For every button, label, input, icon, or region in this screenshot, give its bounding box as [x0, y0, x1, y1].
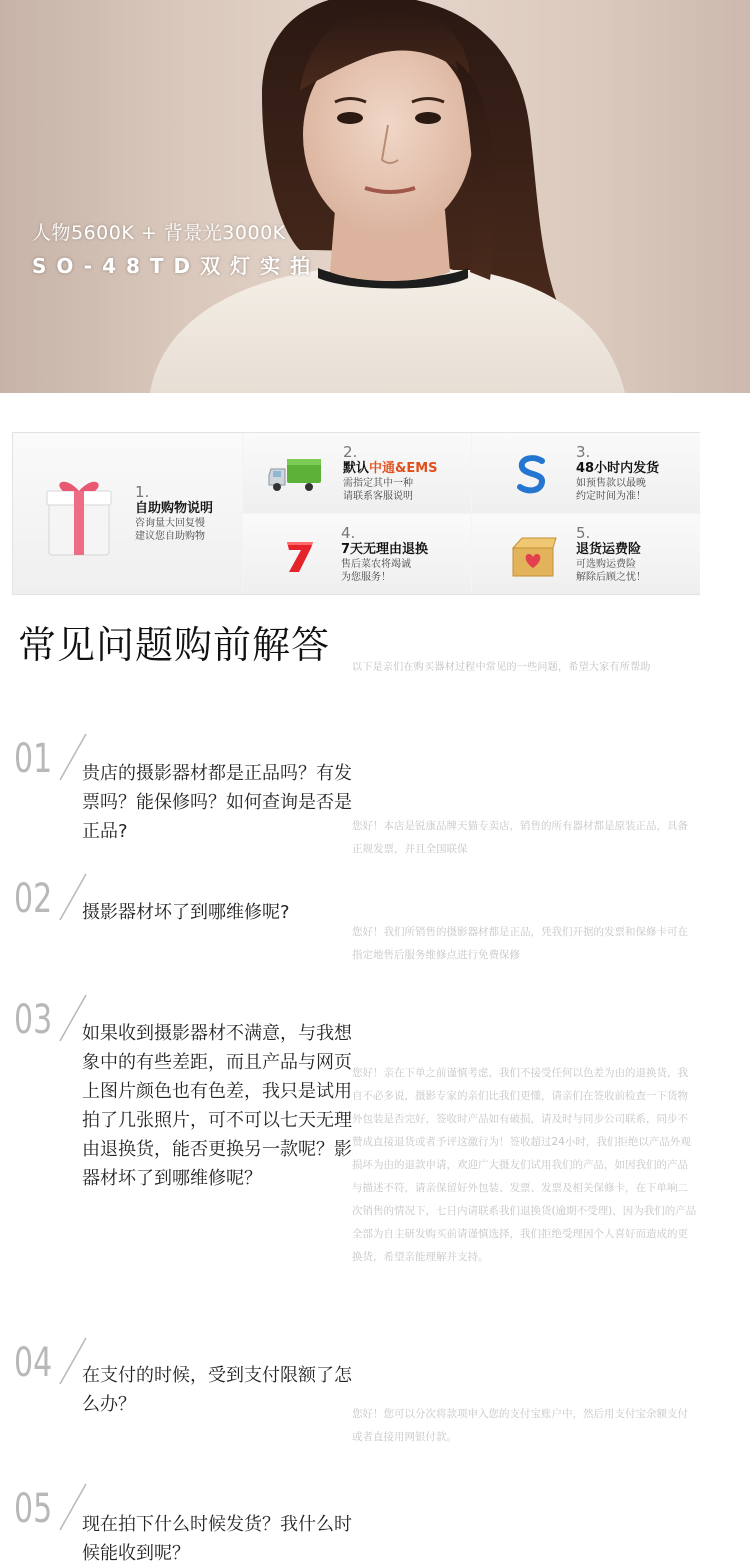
heart-box-icon: [510, 534, 556, 578]
service-title: 自助购物说明: [135, 501, 214, 516]
service-num: 4.: [341, 524, 356, 542]
service-item-7day-return: [243, 514, 471, 594]
faq-question: 如果收到摄影器材不满意，与我想象中的有些差距，而且产品与网页上图片颜色也有色差，我只是试用拍了几张照片，可不可以七天无理由退换货，能否更换另一款呢？影器材坏了到哪维修呢？: [82, 1023, 352, 1189]
service-item-shipping-carrier: [243, 433, 471, 513]
gift-box-icon: [43, 473, 115, 561]
service-item-48h-shipping: [472, 433, 700, 513]
service-title: [343, 460, 438, 477]
hero-banner: [0, 0, 750, 393]
red-seven-icon: [285, 538, 315, 574]
faq-answer: 您好！亲在下单之前谨慎考虑，我们不接受任何以色差为由的退换货，我自不必多说，摄影专家的亲们比我们更懂，请亲们在签收前检查一下货物外包装是否完好，签收时产品如有破损，请及时与同步公司联系，同步不赞成直接退货或者予评这激行为！签收超过24小时，我们拒绝以产品外观损坏为由的退款申请，欢迎广大摄友们试用我们的产品，如因我们的产品与描述不符，请亲保留好外包装、发票、发票及相关保修卡，在下单响二次销售的情况下，七日内请联系我们退换货(逾期不受理)，因为我们的产品全部为自主研发购买前请谨慎选择，我们拒绝受理因个人喜好而造成的更换货，希望亲能理解并支持。: [352, 1067, 697, 1263]
faq-number-text: 02: [14, 876, 53, 922]
faq-title: 常见问题购前解答: [18, 623, 331, 667]
portrait-photo: [0, 0, 750, 393]
faq-number-text: 04: [14, 1340, 53, 1386]
faq-answer: 您好！本店是锐康品牌天猫专卖店，销售的所有器材都是原装正品，具备正规发票，并且全国联保: [352, 820, 688, 855]
service-item-return-insurance: [472, 514, 700, 594]
faq-question: 在支付的时候，受到支付限额了怎么办？: [82, 1365, 352, 1415]
faq-tagline: 以下是亲们在购买器材过程中常见的一些问题，希望大家有所帮助: [352, 662, 651, 673]
service-desc: 为您服务！: [341, 572, 391, 583]
service-num: 2.: [343, 443, 358, 461]
service-desc: 咨询量大回复慢: [135, 518, 205, 529]
faq-answer: 您好！我们所销售的摄影器材都是正品，凭我们开据的发票和保修卡可在指定地售后服务维修点进行免费保修: [352, 926, 688, 961]
faq-number-text: 03: [14, 997, 53, 1043]
service-title: 48小时内发货: [576, 461, 660, 476]
faq-question: 摄影器材坏了到哪维修呢?: [82, 902, 290, 923]
service-desc: 请联系客服说明: [343, 491, 413, 502]
service-title: 7天无理由退换: [341, 542, 429, 557]
carrier-highlight: 中通&EMS: [369, 461, 438, 476]
blue-s-icon: [518, 455, 546, 495]
faq-number-text: 05: [14, 1486, 53, 1532]
service-num: 1.: [135, 483, 150, 501]
service-item-self-help: [13, 433, 242, 594]
hero-product-title: SO-48TD双灯实拍: [32, 254, 321, 278]
hero-caption: 人物5600K + 背景光3000K: [32, 222, 286, 244]
service-info-grid: [12, 432, 700, 595]
faq-question: 贵店的摄影器材都是正品吗？有发票吗？能保修吗？如何查询是否是正品?: [82, 763, 352, 842]
service-desc: 解除后顾之忧！: [576, 572, 646, 583]
delivery-truck-icon: [267, 455, 323, 495]
service-desc: 售后菜农将竭诚: [341, 559, 411, 570]
service-desc: 如预售款以最晚: [576, 478, 646, 489]
faq-question: 现在拍下什么时候发货？我什么时候能收到呢？: [82, 1514, 352, 1564]
service-desc: 需指定其中一种: [343, 478, 413, 489]
service-num: 5.: [576, 524, 591, 542]
service-desc: 可选购运费险: [576, 559, 636, 570]
service-desc: 约定时间为准！: [576, 491, 646, 502]
service-desc: 建议您自助购物: [135, 531, 205, 542]
faq-answer: 您好！您可以分次将款项申入您的支付宝账户中，然后用支付宝余额支付或者直接用网银付款。: [352, 1408, 688, 1443]
service-title: 退货运费险: [576, 542, 642, 557]
service-num: 3.: [576, 443, 591, 461]
service-title-prefix: 默认: [343, 461, 370, 476]
faq-number-text: 01: [14, 736, 53, 782]
